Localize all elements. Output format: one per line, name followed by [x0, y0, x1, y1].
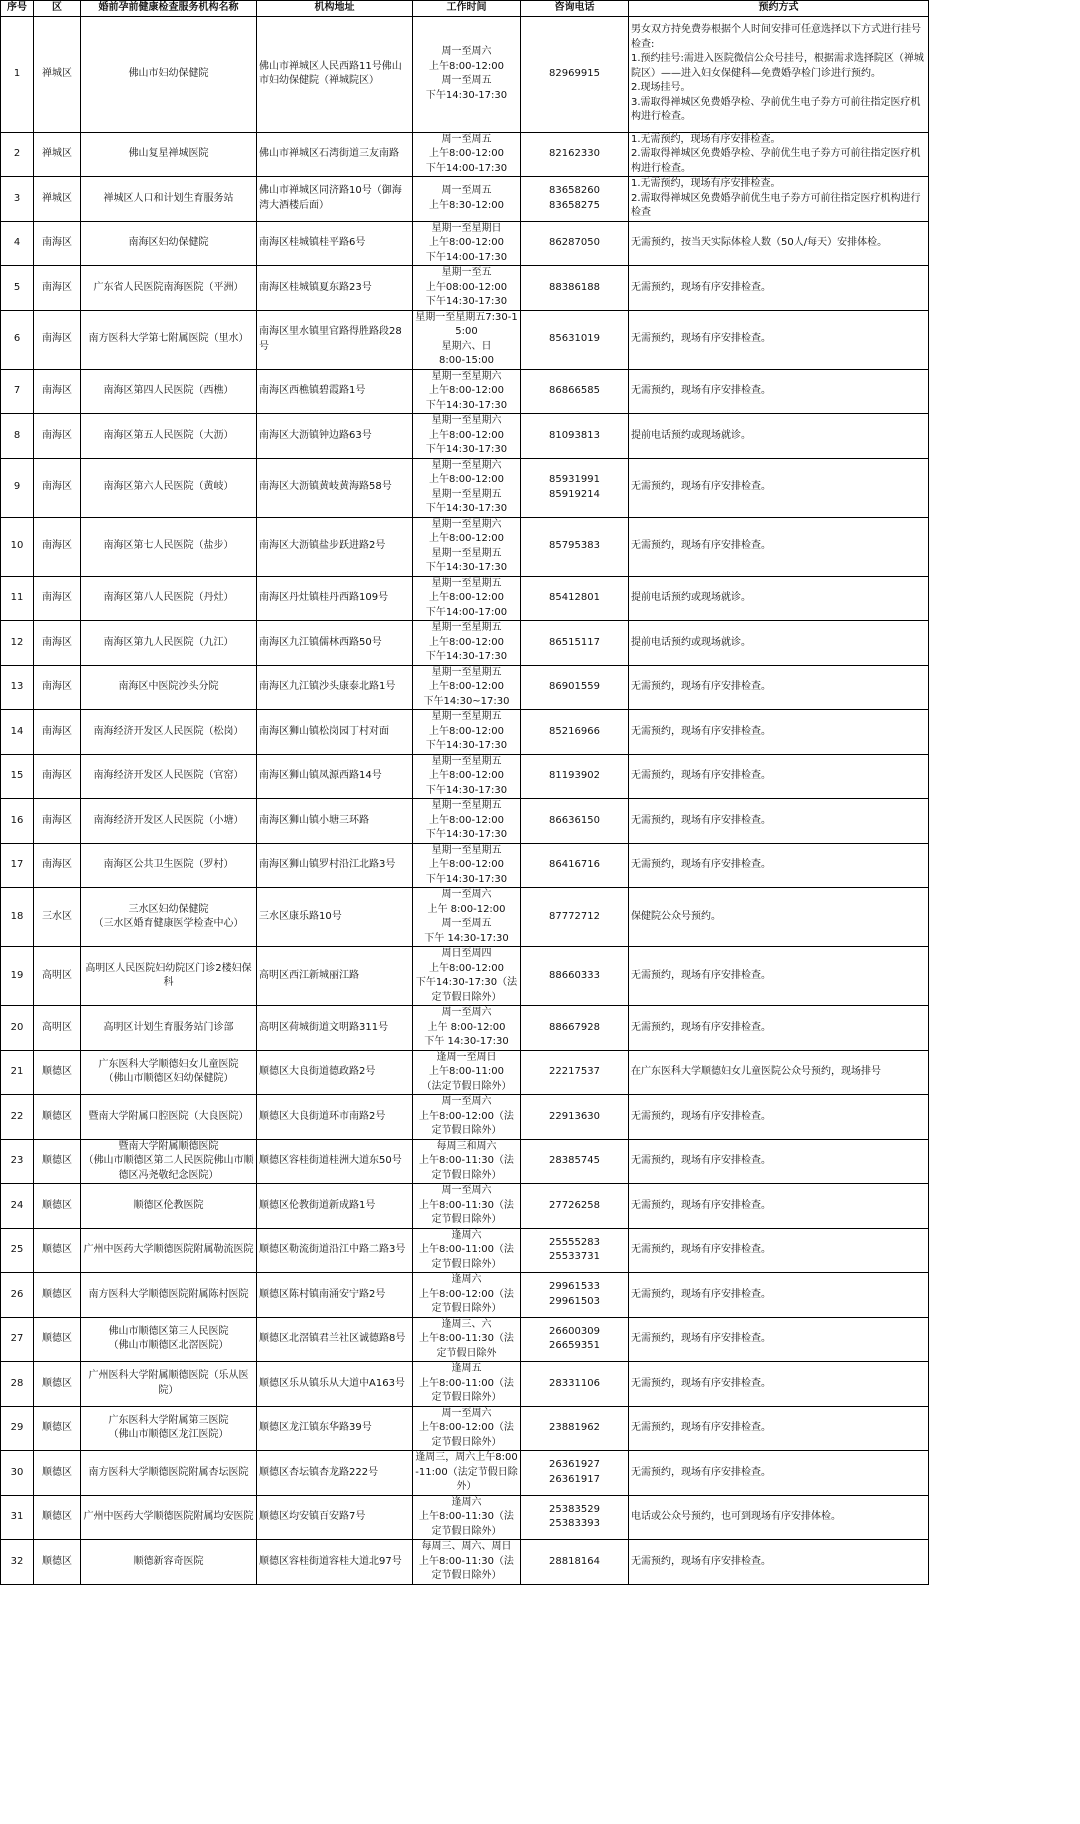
cell-phone: 85795383 [521, 517, 629, 576]
cell-seq: 30 [1, 1451, 34, 1496]
cell-phone: 28818164 [521, 1540, 629, 1585]
cell-method: 无需预约，现场有序安排检查。 [629, 369, 929, 414]
cell-address: 南海区狮山镇小塘三环路 [257, 799, 413, 844]
cell-district: 高明区 [34, 1006, 81, 1051]
header-seq: 序号 [1, 1, 34, 17]
cell-name: 顺德区伦教医院 [81, 1184, 257, 1229]
cell-method: 无需预约，现场有序安排检查。 [629, 1095, 929, 1140]
cell-address: 顺德区大良街道环市南路2号 [257, 1095, 413, 1140]
cell-seq: 23 [1, 1139, 34, 1184]
table-row [1, 266, 929, 311]
cell-hours: 周一至周六 上午8:00-12:00 周一至周五 下午14:30-17:30 [413, 16, 521, 132]
cell-phone: 86515117 [521, 621, 629, 666]
cell-method: 无需预约，现场有序安排检查。 [629, 1184, 929, 1229]
cell-method: 无需预约，现场有序安排检查。 [629, 1139, 929, 1184]
cell-hours: 星期一至星期六 上午8:00-12:00 星期一至星期五 下午14:30-17:30 [413, 517, 521, 576]
cell-phone: 27726258 [521, 1184, 629, 1229]
cell-hours: 周一至周六 上午8:00-11:30（法定节假日除外） [413, 1184, 521, 1229]
cell-method: 1.无需预约，现场有序安排检查。 2.需取得禅城区免费婚孕检、孕前优生电子券方可前往指定医疗机构进行检查。 [629, 132, 929, 177]
cell-name: 高明区计划生育服务站门诊部 [81, 1006, 257, 1051]
cell-hours: 周一至周五 上午8:00-12:00 下午14:00-17:30 [413, 132, 521, 177]
cell-hours: 逢周六 上午8:00-12:00（法定节假日除外） [413, 1273, 521, 1318]
cell-name: 南海区第六人民医院（黄岐） [81, 458, 257, 517]
cell-district: 南海区 [34, 621, 81, 666]
cell-method: 无需预约，现场有序安排检查。 [629, 1273, 929, 1318]
table-row [1, 888, 929, 947]
header-phone: 咨询电话 [521, 1, 629, 17]
table-row [1, 132, 929, 177]
cell-method: 无需预约，现场有序安排检查。 [629, 710, 929, 755]
cell-name: 广州医科大学附属顺德医院（乐从医院） [81, 1362, 257, 1407]
cell-address: 南海区大沥镇黄岐黄海路58号 [257, 458, 413, 517]
header-district: 区 [34, 1, 81, 17]
cell-method: 提前电话预约或现场就诊。 [629, 414, 929, 459]
cell-hours: 逢周六 上午8:00-11:00（法定节假日除外） [413, 1228, 521, 1273]
cell-seq: 25 [1, 1228, 34, 1273]
cell-address: 顺德区容桂街道容桂大道北97号 [257, 1540, 413, 1585]
table-row [1, 1540, 929, 1585]
cell-hours: 星期一至星期六 上午8:00-12:00 星期一至星期五 下午14:30-17:30 [413, 458, 521, 517]
cell-address: 顺德区伦教街道新成路1号 [257, 1184, 413, 1229]
table-row [1, 458, 929, 517]
cell-phone: 22913630 [521, 1095, 629, 1140]
cell-seq: 18 [1, 888, 34, 947]
cell-phone: 88386188 [521, 266, 629, 311]
cell-address: 南海区里水镇里官路得胜路段28号 [257, 310, 413, 369]
cell-phone: 83658260 83658275 [521, 177, 629, 222]
cell-method: 无需预约，按当天实际体检人数（50人/每天）安排体检。 [629, 221, 929, 266]
table-row [1, 754, 929, 799]
cell-district: 顺德区 [34, 1406, 81, 1451]
cell-phone: 82162330 [521, 132, 629, 177]
cell-seq: 27 [1, 1317, 34, 1362]
cell-name: 佛山复星禅城医院 [81, 132, 257, 177]
cell-method: 无需预约，现场有序安排检查。 [629, 754, 929, 799]
cell-method: 无需预约，现场有序安排检查。 [629, 1362, 929, 1407]
cell-hours: 星期一至星期五 上午8:00-12:00 下午14:30-17:30 [413, 799, 521, 844]
cell-hours: 逢周一至周日 上午8:00-11:00 （法定节假日除外） [413, 1050, 521, 1095]
cell-phone: 25555283 25533731 [521, 1228, 629, 1273]
cell-district: 顺德区 [34, 1273, 81, 1318]
cell-name: 广东医科大学附属第三医院 （佛山市顺德区龙江医院） [81, 1406, 257, 1451]
cell-hours: 星期一至星期五7:30-15:00 星期六、日 8:00-15:00 [413, 310, 521, 369]
cell-address: 顺德区大良街道德政路2号 [257, 1050, 413, 1095]
cell-seq: 5 [1, 266, 34, 311]
cell-phone: 23881962 [521, 1406, 629, 1451]
cell-name: 三水区妇幼保健院 （三水区婚育健康医学检查中心） [81, 888, 257, 947]
table-row [1, 310, 929, 369]
cell-district: 禅城区 [34, 177, 81, 222]
cell-method: 无需预约，现场有序安排检查。 [629, 1228, 929, 1273]
cell-name: 广东医科大学顺德妇女儿童医院 （佛山市顺德区妇幼保健院） [81, 1050, 257, 1095]
cell-hours: 周一至周六 上午 8:00-12:00 周一至周五 下午 14:30-17:30 [413, 888, 521, 947]
cell-name: 佛山市顺德区第三人民医院 （佛山市顺德区北滘医院） [81, 1317, 257, 1362]
cell-address: 南海区桂城镇夏东路23号 [257, 266, 413, 311]
cell-hours: 周日至周四 上午8:00-12:00 下午14:30-17:30（法定节假日除外） [413, 947, 521, 1006]
cell-district: 禅城区 [34, 16, 81, 132]
cell-seq: 21 [1, 1050, 34, 1095]
cell-district: 顺德区 [34, 1050, 81, 1095]
cell-hours: 每周三和周六 上午8:00-11:30（法定节假日除外） [413, 1139, 521, 1184]
cell-seq: 2 [1, 132, 34, 177]
cell-hours: 星期一至星期五 上午8:00-12:00 下午14:30-17:30 [413, 754, 521, 799]
cell-address: 佛山市禅城区人民西路11号佛山市妇幼保健院（禅城院区） [257, 16, 413, 132]
cell-seq: 20 [1, 1006, 34, 1051]
cell-method: 在广东医科大学顺德妇女儿童医院公众号预约，现场排号 [629, 1050, 929, 1095]
cell-address: 南海区狮山镇凤源西路14号 [257, 754, 413, 799]
cell-district: 南海区 [34, 266, 81, 311]
cell-phone: 82969915 [521, 16, 629, 132]
cell-phone: 85216966 [521, 710, 629, 755]
cell-hours: 逢周三、六 上午8:00-11:30（法定节假日除外 [413, 1317, 521, 1362]
cell-hours: 周一至周六 上午8:00-12:00（法定节假日除外） [413, 1406, 521, 1451]
cell-district: 南海区 [34, 517, 81, 576]
table-body [1, 16, 929, 1584]
cell-method: 无需预约，现场有序安排检查。 [629, 1540, 929, 1585]
cell-address: 顺德区杏坛镇杏龙路222号 [257, 1451, 413, 1496]
cell-name: 禅城区人口和计划生育服务站 [81, 177, 257, 222]
cell-seq: 7 [1, 369, 34, 414]
cell-address: 顺德区乐从镇乐从大道中A163号 [257, 1362, 413, 1407]
table-row [1, 799, 929, 844]
cell-name: 广东省人民医院南海医院（平洲） [81, 266, 257, 311]
cell-address: 高明区荷城街道文明路311号 [257, 1006, 413, 1051]
cell-district: 顺德区 [34, 1184, 81, 1229]
cell-phone: 86636150 [521, 799, 629, 844]
cell-method: 无需预约，现场有序安排检查。 [629, 266, 929, 311]
cell-method: 无需预约，现场有序安排检查。 [629, 310, 929, 369]
cell-method: 无需预约，现场有序安排检查。 [629, 799, 929, 844]
cell-address: 顺德区龙江镇东华路39号 [257, 1406, 413, 1451]
cell-district: 南海区 [34, 843, 81, 888]
cell-name: 暨南大学附属口腔医院（大良医院） [81, 1095, 257, 1140]
cell-phone: 86416716 [521, 843, 629, 888]
cell-address: 顺德区陈村镇南涌安宁路2号 [257, 1273, 413, 1318]
cell-name: 南海区第七人民医院（盐步） [81, 517, 257, 576]
table-row [1, 1095, 929, 1140]
cell-name: 高明区人民医院妇幼院区门诊2楼妇保科 [81, 947, 257, 1006]
cell-name: 广州中医药大学顺德医院附属均安医院 [81, 1495, 257, 1540]
cell-phone: 86901559 [521, 665, 629, 710]
table-row [1, 221, 929, 266]
cell-seq: 10 [1, 517, 34, 576]
cell-district: 南海区 [34, 310, 81, 369]
cell-method: 无需预约，现场有序安排检查。 [629, 843, 929, 888]
cell-district: 三水区 [34, 888, 81, 947]
cell-method: 无需预约，现场有序安排检查。 [629, 517, 929, 576]
cell-name: 广州中医药大学顺德医院附属勒流医院 [81, 1228, 257, 1273]
table-row [1, 369, 929, 414]
cell-district: 南海区 [34, 665, 81, 710]
cell-address: 南海区大沥镇盐步跃进路2号 [257, 517, 413, 576]
cell-hours: 星期一至星期五 上午8:00-12:00 下午14:30-17:30 [413, 710, 521, 755]
cell-district: 南海区 [34, 369, 81, 414]
cell-address: 南海区九江镇儒林西路50号 [257, 621, 413, 666]
cell-hours: 逢周五 上午8:00-11:00（法定节假日除外） [413, 1362, 521, 1407]
cell-method: 男女双方持免费券根据个人时间安排可任意选择以下方式进行挂号检查: 1.预约挂号:需进入医院微信公众号挂号，根据需求选择院区（禅城院区）——进入妇女保健科—免费婚孕检门诊进行预约。 2.现场挂号。 3.需取得禅城区免费婚孕检、孕前优生电子券方可前往指定医疗机构进行检查。 [629, 16, 929, 132]
cell-phone: 86866585 [521, 369, 629, 414]
cell-phone: 85931991 85919214 [521, 458, 629, 517]
cell-hours: 星期一至星期五 上午8:00-12:00 下午14:30-17:30 [413, 843, 521, 888]
cell-phone: 81193902 [521, 754, 629, 799]
table-row [1, 1139, 929, 1184]
table-row [1, 665, 929, 710]
table-row [1, 16, 929, 132]
cell-hours: 星期一至星期日 上午8:00-12:00 下午14:00-17:30 [413, 221, 521, 266]
table-row [1, 621, 929, 666]
cell-phone: 28385745 [521, 1139, 629, 1184]
cell-seq: 31 [1, 1495, 34, 1540]
cell-name: 南海区第五人民医院（大沥） [81, 414, 257, 459]
cell-phone: 88667928 [521, 1006, 629, 1051]
cell-seq: 6 [1, 310, 34, 369]
cell-method: 无需预约，现场有序安排检查。 [629, 665, 929, 710]
table-row [1, 1317, 929, 1362]
cell-name: 南海区第四人民医院（西樵） [81, 369, 257, 414]
cell-name: 南海经济开发区人民医院（小塘） [81, 799, 257, 844]
table-row [1, 1050, 929, 1095]
cell-name: 南海区第九人民医院（九江） [81, 621, 257, 666]
cell-district: 顺德区 [34, 1139, 81, 1184]
cell-method: 无需预约，现场有序安排检查。 [629, 1006, 929, 1051]
table-row [1, 1495, 929, 1540]
cell-address: 佛山市禅城区石湾街道三友南路 [257, 132, 413, 177]
cell-phone: 26600309 26659351 [521, 1317, 629, 1362]
table-row [1, 414, 929, 459]
table-row [1, 576, 929, 621]
cell-seq: 24 [1, 1184, 34, 1229]
cell-method: 电话或公众号预约，也可到现场有序安排体检。 [629, 1495, 929, 1540]
cell-name: 南海区中医院沙头分院 [81, 665, 257, 710]
cell-seq: 1 [1, 16, 34, 132]
table-row [1, 1273, 929, 1318]
cell-phone: 25383529 25383393 [521, 1495, 629, 1540]
table-row [1, 843, 929, 888]
cell-seq: 32 [1, 1540, 34, 1585]
cell-name: 南海区第八人民医院（丹灶） [81, 576, 257, 621]
cell-hours: 周一至周五 上午8:30-12:00 [413, 177, 521, 222]
table-row [1, 1362, 929, 1407]
cell-seq: 9 [1, 458, 34, 517]
cell-seq: 28 [1, 1362, 34, 1407]
cell-seq: 12 [1, 621, 34, 666]
cell-name: 南方医科大学顺德医院附属杏坛医院 [81, 1451, 257, 1496]
cell-phone: 81093813 [521, 414, 629, 459]
cell-name: 南海经济开发区人民医院（官窑） [81, 754, 257, 799]
cell-address: 南海区大沥镇钟边路63号 [257, 414, 413, 459]
cell-seq: 4 [1, 221, 34, 266]
table-row [1, 1406, 929, 1451]
cell-method: 无需预约，现场有序安排检查。 [629, 458, 929, 517]
cell-method: 提前电话预约或现场就诊。 [629, 576, 929, 621]
cell-district: 南海区 [34, 754, 81, 799]
cell-seq: 8 [1, 414, 34, 459]
cell-address: 三水区康乐路10号 [257, 888, 413, 947]
cell-method: 提前电话预约或现场就诊。 [629, 621, 929, 666]
cell-phone: 86287050 [521, 221, 629, 266]
cell-seq: 11 [1, 576, 34, 621]
cell-name: 南方医科大学第七附属医院（里水） [81, 310, 257, 369]
cell-phone: 85631019 [521, 310, 629, 369]
cell-district: 南海区 [34, 710, 81, 755]
cell-seq: 17 [1, 843, 34, 888]
table-row [1, 1451, 929, 1496]
cell-method: 1.无需预约，现场有序安排检查。 2.需取得禅城区免费婚孕前优生电子券方可前往指定医疗机构进行检查 [629, 177, 929, 222]
header-method: 预约方式 [629, 1, 929, 17]
cell-phone: 87772712 [521, 888, 629, 947]
cell-method: 无需预约，现场有序安排检查。 [629, 1406, 929, 1451]
cell-hours: 星期一至五 上午08:00-12:00 下午14:30-17:30 [413, 266, 521, 311]
cell-address: 佛山市禅城区同济路10号（御海湾大酒楼后面） [257, 177, 413, 222]
cell-seq: 13 [1, 665, 34, 710]
cell-seq: 29 [1, 1406, 34, 1451]
cell-phone: 88660333 [521, 947, 629, 1006]
cell-district: 顺德区 [34, 1451, 81, 1496]
cell-address: 南海区九江镇沙头康泰北路1号 [257, 665, 413, 710]
cell-address: 顺德区勒流街道沿江中路二路3号 [257, 1228, 413, 1273]
cell-address: 南海区西樵镇碧霞路1号 [257, 369, 413, 414]
cell-district: 顺德区 [34, 1317, 81, 1362]
cell-district: 南海区 [34, 799, 81, 844]
cell-method: 无需预约，现场有序安排检查。 [629, 947, 929, 1006]
cell-method: 无需预约，现场有序安排检查。 [629, 1451, 929, 1496]
cell-address: 顺德区容桂街道桂洲大道东50号 [257, 1139, 413, 1184]
cell-name: 暨南大学附属顺德医院 （佛山市顺德区第二人民医院佛山市顺德区冯尧敬纪念医院） [81, 1139, 257, 1184]
cell-phone: 29961533 29961503 [521, 1273, 629, 1318]
cell-address: 南海区狮山镇罗村沿江北路3号 [257, 843, 413, 888]
cell-hours: 逢周三，周六上午8:00-11:00（法定节假日除外） [413, 1451, 521, 1496]
cell-seq: 22 [1, 1095, 34, 1140]
cell-district: 顺德区 [34, 1362, 81, 1407]
cell-hours: 星期一至星期五 上午8:00-12:00 下午14:00-17:00 [413, 576, 521, 621]
cell-hours: 逢周六 上午8:00-11:30（法定节假日除外） [413, 1495, 521, 1540]
cell-district: 顺德区 [34, 1495, 81, 1540]
cell-name: 南海区妇幼保健院 [81, 221, 257, 266]
cell-seq: 16 [1, 799, 34, 844]
cell-address: 南海区狮山镇松岗园丁村对面 [257, 710, 413, 755]
table-row [1, 947, 929, 1006]
cell-phone: 26361927 26361917 [521, 1451, 629, 1496]
table-header-row [1, 1, 929, 17]
cell-hours: 周一至周六 上午 8:00-12:00 下午 14:30-17:30 [413, 1006, 521, 1051]
cell-method: 保健院公众号预约。 [629, 888, 929, 947]
cell-seq: 19 [1, 947, 34, 1006]
cell-address: 顺德区均安镇百安路7号 [257, 1495, 413, 1540]
table-row [1, 177, 929, 222]
cell-district: 顺德区 [34, 1095, 81, 1140]
header-hours: 工作时间 [413, 1, 521, 17]
cell-hours: 星期一至星期五 上午8:00-12:00 下午14:30-17:30 [413, 621, 521, 666]
table-row [1, 1184, 929, 1229]
cell-address: 顺德区北滘镇君兰社区诚德路8号 [257, 1317, 413, 1362]
cell-seq: 3 [1, 177, 34, 222]
cell-district: 南海区 [34, 414, 81, 459]
cell-phone: 28331106 [521, 1362, 629, 1407]
cell-name: 南海经济开发区人民医院（松岗） [81, 710, 257, 755]
cell-name: 顺德新容奇医院 [81, 1540, 257, 1585]
cell-district: 高明区 [34, 947, 81, 1006]
cell-name: 佛山市妇幼保健院 [81, 16, 257, 132]
cell-method: 无需预约，现场有序安排检查。 [629, 1317, 929, 1362]
cell-name: 南方医科大学顺德医院附属陈村医院 [81, 1273, 257, 1318]
cell-seq: 15 [1, 754, 34, 799]
cell-name: 南海区公共卫生医院（罗村） [81, 843, 257, 888]
cell-address: 南海区丹灶镇桂丹西路109号 [257, 576, 413, 621]
cell-seq: 26 [1, 1273, 34, 1318]
cell-hours: 每周三、周六、周日 上午8:00-11:30（法定节假日除外） [413, 1540, 521, 1585]
table-row [1, 517, 929, 576]
table-row [1, 1228, 929, 1273]
cell-district: 南海区 [34, 458, 81, 517]
cell-address: 南海区桂城镇桂平路6号 [257, 221, 413, 266]
cell-district: 顺德区 [34, 1228, 81, 1273]
cell-district: 南海区 [34, 221, 81, 266]
table-row [1, 1006, 929, 1051]
cell-seq: 14 [1, 710, 34, 755]
cell-phone: 85412801 [521, 576, 629, 621]
cell-address: 高明区西江新城丽江路 [257, 947, 413, 1006]
table-row [1, 710, 929, 755]
header-address: 机构地址 [257, 1, 413, 17]
cell-district: 南海区 [34, 576, 81, 621]
cell-hours: 星期一至星期五 上午8:00-12:00 下午14:30~17:30 [413, 665, 521, 710]
cell-hours: 周一至周六 上午8:00-12:00（法定节假日除外） [413, 1095, 521, 1140]
cell-phone: 22217537 [521, 1050, 629, 1095]
header-name: 婚前孕前健康检查服务机构名称 [81, 1, 257, 17]
cell-district: 禅城区 [34, 132, 81, 177]
cell-district: 顺德区 [34, 1540, 81, 1585]
cell-hours: 星期一至星期六 上午8:00-12:00 下午14:30-17:30 [413, 369, 521, 414]
cell-hours: 星期一至星期六 上午8:00-12:00 下午14:30-17:30 [413, 414, 521, 459]
